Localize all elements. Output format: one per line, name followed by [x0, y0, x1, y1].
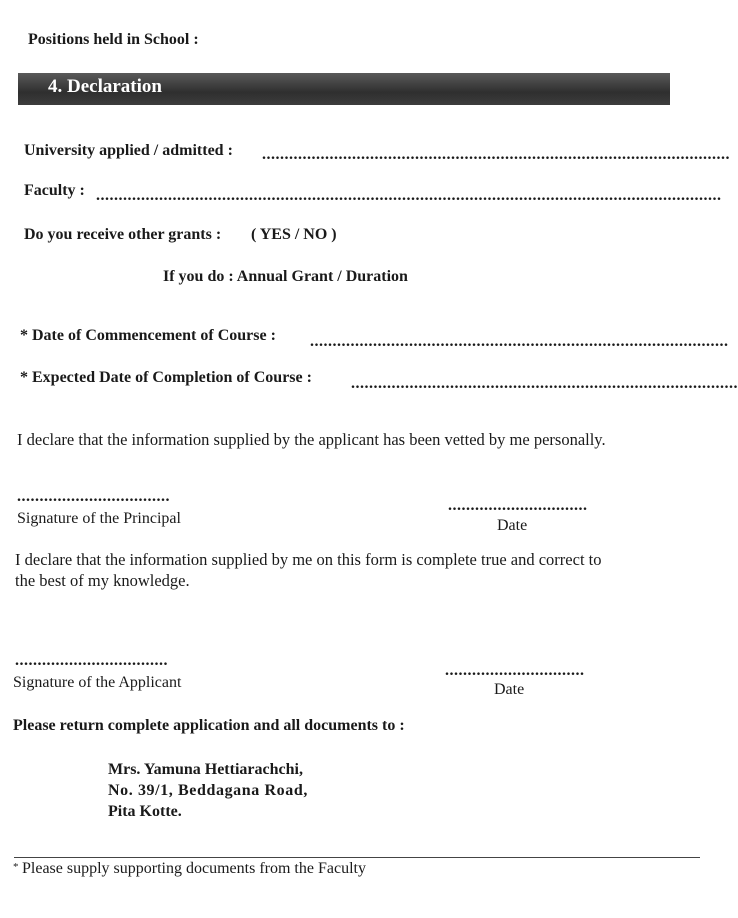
- address-street: No. 39/1, Beddagana Road,: [108, 782, 308, 799]
- footer-divider: [14, 857, 700, 858]
- completion-field[interactable]: ......................................................................................: [351, 375, 738, 392]
- faculty-field[interactable]: ...........................................................................................................................................: [96, 187, 722, 204]
- section-header-bar: [18, 73, 670, 105]
- grants-options[interactable]: ( YES / NO ): [251, 226, 337, 243]
- principal-date-line[interactable]: ...............................: [448, 497, 588, 514]
- principal-date-label: Date: [497, 517, 528, 534]
- address-city: Pita Kotte.: [108, 803, 182, 820]
- completion-label: * Expected Date of Completion of Course :: [20, 369, 312, 386]
- principal-signature-label: Signature of the Principal: [17, 510, 181, 527]
- applicant-declaration-line1: I declare that the information supplied by me on this form is complete true and correct to: [15, 550, 602, 569]
- return-heading: Please return complete application and all documents to :: [13, 717, 405, 734]
- applicant-signature-line[interactable]: ..................................: [15, 652, 168, 669]
- annual-grant-duration-label: If you do : Annual Grant / Duration: [163, 268, 408, 285]
- footnote-marker: *: [13, 861, 19, 873]
- address-name: Mrs. Yamuna Hettiarachchi,: [108, 761, 303, 778]
- positions-held-label: Positions held in School :: [28, 31, 199, 48]
- applicant-date-label: Date: [494, 681, 525, 698]
- applicant-declaration-line2: the best of my knowledge.: [15, 571, 190, 590]
- university-label: University applied / admitted :: [24, 142, 233, 159]
- principal-signature-line[interactable]: ..................................: [17, 488, 170, 505]
- footnote-text: Please supply supporting documents from the Faculty: [22, 860, 366, 877]
- applicant-date-line[interactable]: ...............................: [445, 662, 585, 679]
- section-title: 4. Declaration: [48, 76, 162, 97]
- commencement-label: * Date of Commencement of Course :: [20, 327, 276, 344]
- faculty-label: Faculty :: [24, 182, 85, 199]
- commencement-field[interactable]: .............................................................................................: [310, 333, 729, 350]
- applicant-signature-label: Signature of the Applicant: [13, 674, 182, 691]
- university-field[interactable]: ........................................................................................................: [262, 146, 730, 163]
- principal-declaration: I declare that the information supplied by the applicant has been vetted by me personally.: [17, 430, 606, 449]
- grants-question: Do you receive other grants :: [24, 226, 222, 243]
